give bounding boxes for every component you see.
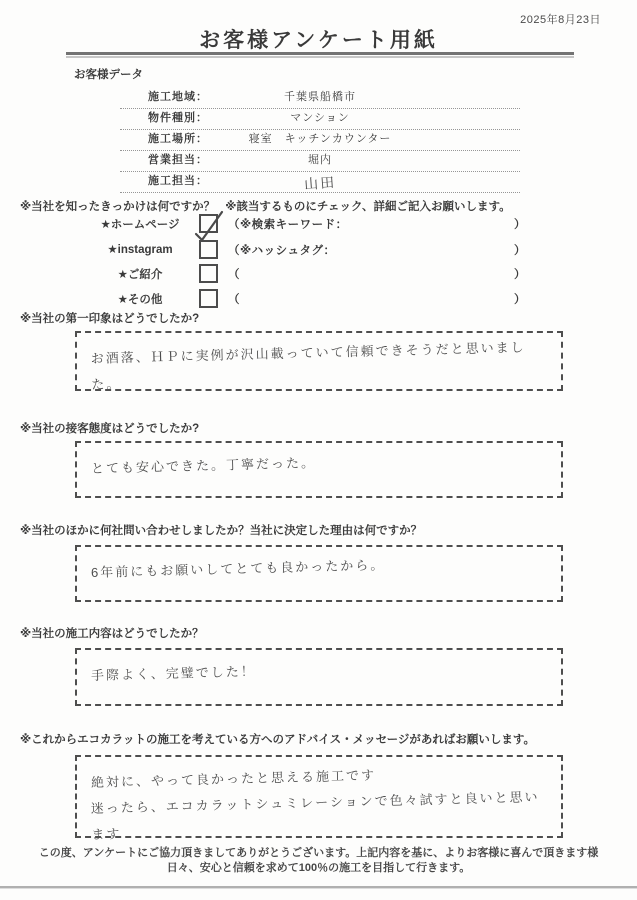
- customer-row-label: 施工場所：: [148, 133, 208, 145]
- page-title: お客様アンケート用紙: [199, 29, 438, 52]
- option-detail-prefix: （※検索キーワード：: [228, 219, 348, 231]
- answer-box-work-quality: [75, 648, 563, 706]
- handwritten-answer: 絶対に、やって良かったと思える施工です: [90, 767, 377, 790]
- option-close-paren: ）: [514, 269, 526, 281]
- option-label: ★ご紹介: [117, 269, 163, 281]
- footer-line-2: 日々、安心と信頼を求めて100％の施工を目指して行きます。: [166, 862, 471, 874]
- option-row-instagram: [0, 240, 637, 262]
- title-underline: [66, 52, 574, 58]
- customer-row-value-handwritten: 山田: [303, 173, 337, 193]
- customer-data-table: [120, 88, 520, 193]
- option-detail-prefix: （※ハッシュタグ：: [228, 245, 336, 257]
- customer-row-region: [120, 88, 520, 109]
- option-row-homepage: [0, 214, 637, 236]
- source-question: ※当社を知ったきっかけは何ですか？: [20, 201, 216, 213]
- option-label: ★instagram: [107, 244, 173, 256]
- customer-row-label: 物件種別：: [148, 112, 208, 124]
- handwritten-answer: 手際よく、完璧でした！: [90, 663, 256, 683]
- option-detail-prefix: （: [228, 294, 240, 306]
- customer-row-location: [120, 130, 520, 151]
- answer-box-decision-reason: [75, 545, 563, 602]
- question-service-attitude: ※当社の接客態度はどうでしたか?: [20, 423, 200, 435]
- handwritten-answer: とても安心できた。丁寧だった。: [90, 455, 317, 476]
- customer-row-property-type: [120, 109, 520, 130]
- customer-row-value: 寝室 キッチンカウンター: [248, 133, 392, 145]
- checkbox-instagram: [199, 240, 218, 259]
- footer-line-1: この度、アンケートにご協力頂きましてありがとうございます。上記内容を基に、よりお客様に喜んで頂きます様: [38, 847, 599, 859]
- footer-thanks-message: [0, 846, 637, 876]
- option-label: ★その他: [117, 294, 163, 306]
- question-advice-message: ※これからエコカラットの施工を考えている方へのアドバイス・メッセージがあればお願いします。: [20, 734, 535, 746]
- option-close-paren: ）: [514, 219, 526, 231]
- question-work-quality: ※当社の施工内容はどうでしたか？: [20, 628, 204, 640]
- option-row-other: [0, 289, 637, 311]
- customer-row-label: 施工担当：: [148, 175, 208, 187]
- title-underline-light: [66, 56, 574, 58]
- customer-row-value: 千葉県船橋市: [284, 91, 356, 103]
- customer-row-installer: [120, 172, 520, 193]
- option-label: ★ホームページ: [100, 219, 180, 231]
- title-underline-dark: [66, 52, 574, 55]
- customer-row-label: 営業担当：: [148, 154, 208, 166]
- customer-row-value: マンション: [290, 112, 350, 124]
- question-decision-reason: ※当社のほかに何社問い合わせしましたか？当社に決定した理由は何ですか？: [20, 525, 423, 537]
- handwritten-answer: お酒落、ＨＰに実例が沢山載っていて信頼できそうだと思いました。: [90, 339, 526, 392]
- handwritten-answer: 6年前にもお願いしてとても良かったから。: [90, 557, 386, 580]
- source-instruction: ※該当するものにチェック、詳細ご記入お願いします。: [225, 201, 511, 213]
- question-first-impression: ※当社の第一印象はどうでしたか?: [20, 313, 200, 325]
- option-detail-prefix: （: [228, 269, 240, 281]
- answer-box-advice-message: [75, 755, 563, 842]
- answer-box-service-attitude: [75, 441, 563, 498]
- checkbox-referral: [199, 264, 218, 283]
- customer-row-label: 施工地域：: [148, 91, 208, 103]
- customer-data-heading: お客様データ: [74, 69, 143, 81]
- customer-row-value: 堀内: [308, 154, 332, 166]
- survey-date: 2025年8月23日: [520, 14, 601, 26]
- option-close-paren: ）: [514, 245, 526, 257]
- option-close-paren: ）: [514, 294, 526, 306]
- bottom-divider: [0, 886, 637, 888]
- checkbox-other: [199, 289, 218, 308]
- answer-box-first-impression: [75, 331, 563, 391]
- option-row-referral: [0, 264, 637, 286]
- handwritten-answer: 迷ったら、エコカラットシュミレーションで色々試すと良いと思います: [90, 789, 540, 842]
- source-question-heading: [20, 198, 630, 214]
- checkbox-homepage: [199, 214, 218, 233]
